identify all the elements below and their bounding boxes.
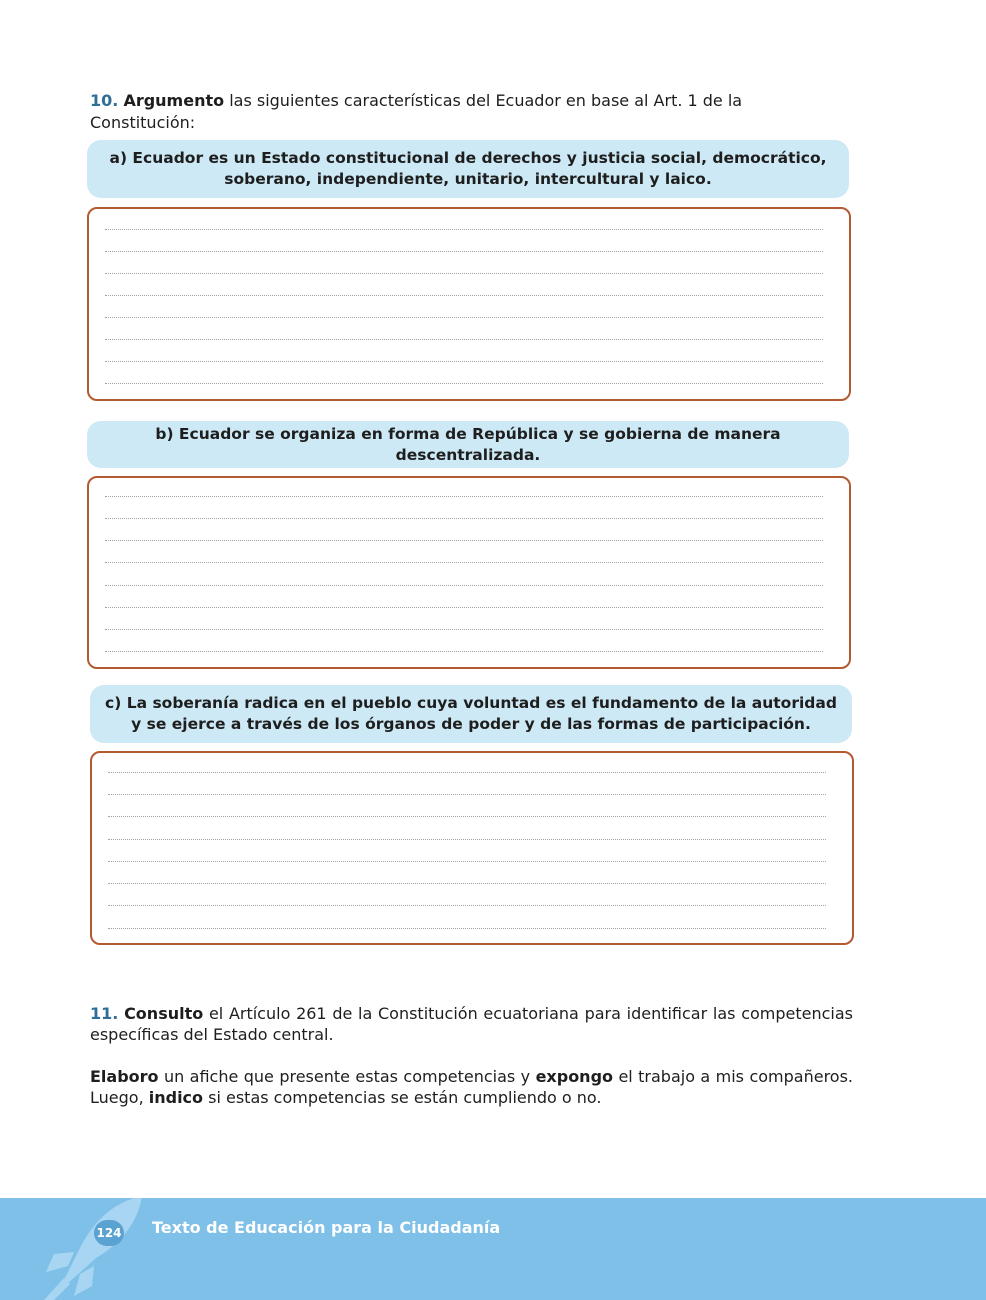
question-verb: Consulto xyxy=(124,1004,204,1023)
answer-line xyxy=(108,772,826,773)
answer-line xyxy=(105,496,823,497)
answer-line xyxy=(105,251,823,252)
prompt-a: a) Ecuador es un Estado constitucional de derechos y justicia social, democrático, soberano, independiente, unitario, intercultural y laico. xyxy=(87,140,849,198)
answer-line xyxy=(105,518,823,519)
question-10-instruction xyxy=(90,90,850,134)
question-number: 10. xyxy=(90,91,119,110)
task-text: el trabajo a mis compañeros. Luego, xyxy=(90,1067,854,1107)
answer-line xyxy=(105,229,823,230)
question-number: 11. xyxy=(90,1004,119,1023)
footer-title: Texto de Educación para la Ciudadanía xyxy=(152,1218,501,1237)
answer-line xyxy=(105,607,823,608)
question-11-task xyxy=(90,1066,853,1108)
question-11-instruction xyxy=(90,1003,853,1045)
answer-line xyxy=(108,905,826,906)
answer-line xyxy=(105,383,823,384)
answer-line xyxy=(105,339,823,340)
answer-box-b[interactable] xyxy=(87,476,851,669)
answer-box-a[interactable] xyxy=(87,207,851,401)
answer-line xyxy=(105,361,823,362)
task-verb: Elaboro xyxy=(90,1067,159,1086)
answer-line xyxy=(105,562,823,563)
answer-line xyxy=(105,540,823,541)
answer-line xyxy=(108,839,826,840)
page-number: 124 xyxy=(94,1220,124,1246)
task-verb: expongo xyxy=(535,1067,614,1086)
page-footer xyxy=(0,1198,986,1300)
answer-line xyxy=(108,816,826,817)
question-verb: Argumento xyxy=(123,91,225,110)
answer-line xyxy=(108,794,826,795)
question-text: las siguientes características del Ecuador en base al Art. 1 de la Constitución: xyxy=(90,91,743,132)
rocket-icon xyxy=(38,1198,158,1300)
answer-line xyxy=(105,295,823,296)
answer-line xyxy=(108,861,826,862)
answer-line xyxy=(105,273,823,274)
answer-line xyxy=(108,883,826,884)
task-text: un afiche que presente estas competencias y xyxy=(158,1067,536,1086)
task-text: si estas competencias se están cumpliendo o no. xyxy=(203,1088,602,1107)
answer-line xyxy=(105,651,823,652)
answer-line xyxy=(108,928,826,929)
question-text: el Artículo 261 de la Constitución ecuatoriana para identificar las competencias específicas del Estado central. xyxy=(90,1004,854,1044)
task-verb: indico xyxy=(148,1088,204,1107)
answer-box-c[interactable] xyxy=(90,751,854,945)
prompt-b: b) Ecuador se organiza en forma de República y se gobierna de manera descentralizada. xyxy=(87,421,849,468)
answer-line xyxy=(105,317,823,318)
prompt-c: c) La soberanía radica en el pueblo cuya voluntad es el fundamento de la autoridad y se ejerce a través de los órganos de poder y de las formas de participación. xyxy=(90,685,852,743)
answer-line xyxy=(105,585,823,586)
answer-line xyxy=(105,629,823,630)
